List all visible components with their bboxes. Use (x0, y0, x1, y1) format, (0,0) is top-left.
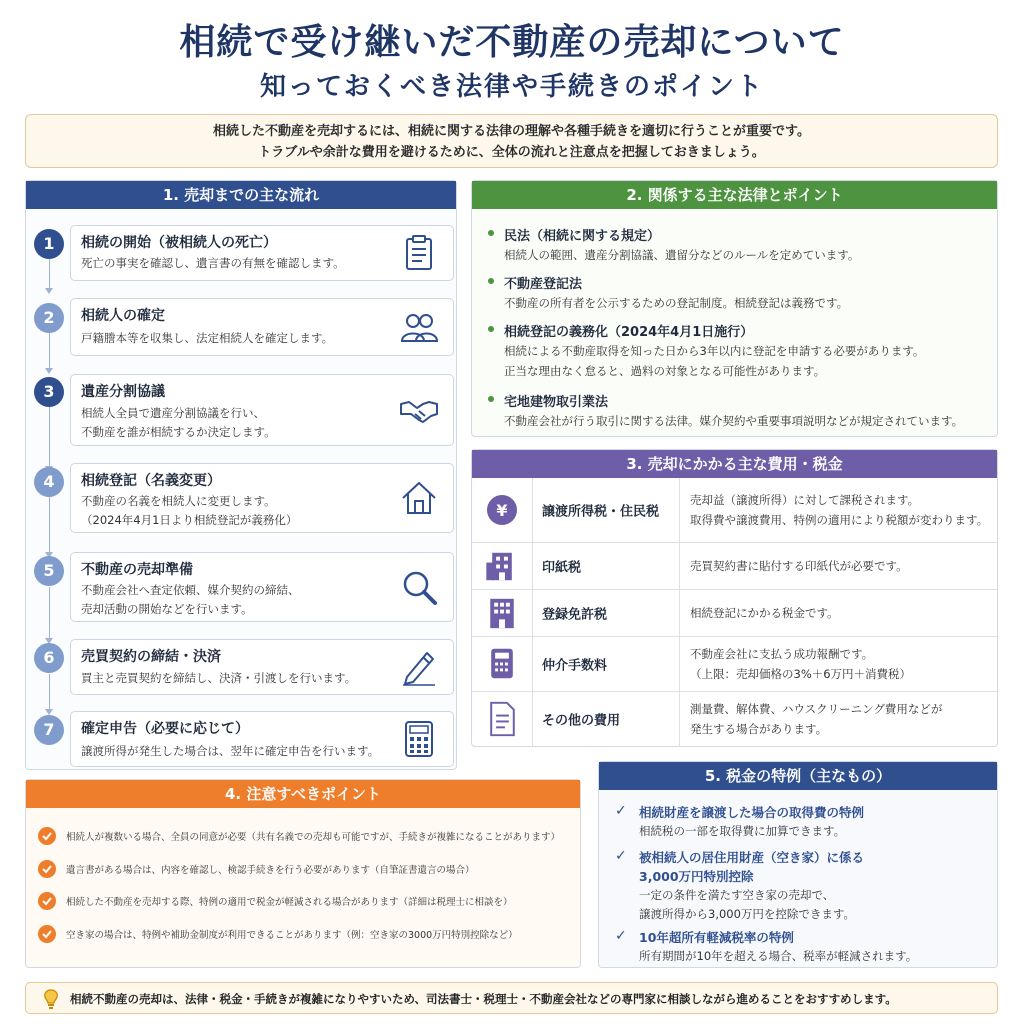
step-title: 確定申告（必要に応じて） (81, 721, 249, 737)
checkmark-icon: ✓ (615, 928, 627, 944)
intro-line: 相続した不動産を売却するには、相続に関する法律の理解や各種手続きを適切に行うことが重要です。 (213, 124, 810, 139)
step-title: 相続登記（名義変更） (81, 473, 221, 489)
law-title: 相続登記の義務化（2024年4月1日施行） (504, 325, 754, 340)
connector-line (49, 333, 50, 369)
page-title: 相続で受け継いだ不動産の売却について (179, 21, 845, 63)
tax-exception-section (598, 761, 998, 968)
flow-step (70, 463, 454, 533)
step-desc: 相続人全員で遺産分割協議を行い、 (81, 406, 265, 420)
connector-line (49, 497, 50, 553)
cost-name: 印紙税 (542, 560, 582, 576)
flow-step (70, 552, 454, 622)
flow-section (25, 180, 457, 770)
cost-desc (690, 490, 988, 530)
step-desc: 売却活動の開始などを行います。 (81, 602, 253, 616)
lightbulb-icon (40, 988, 62, 1010)
section-heading: 1. 売却までの主な流れ (26, 181, 456, 209)
yen-icon (472, 478, 532, 542)
connector-line (49, 407, 50, 467)
house-icon (399, 478, 439, 518)
flow-step (70, 225, 454, 281)
step-desc: （2024年4月1日より相続登記が義務化） (81, 513, 298, 527)
section-heading: 3. 売却にかかる主な費用・税金 (472, 450, 997, 478)
handshake-icon (399, 390, 439, 430)
building-icon (472, 543, 532, 589)
people-icon (399, 307, 439, 347)
connector-line (49, 674, 50, 710)
step-number: 1 (34, 229, 64, 259)
cost-row (472, 542, 997, 589)
document-icon (472, 692, 532, 746)
svg-text:¥: ¥ (496, 501, 508, 520)
flow-step (70, 298, 454, 356)
caution-text: 空き家の場合は、特例や補助金制度が利用できることがあります（例：空き家の3000万円特別控除など） (66, 930, 518, 941)
cost-name: 登録免許税 (542, 607, 608, 623)
exception-desc: 所有期間が10年を超える場合、税率が軽減されます。 (639, 949, 918, 963)
cost-desc: 相続登記にかかる税金です。 (690, 606, 839, 620)
check-icon (38, 892, 56, 910)
checkmark-icon: ✓ (615, 848, 627, 864)
checkmark-icon: ✓ (615, 803, 627, 819)
cost-row (472, 589, 997, 636)
step-desc: 不動産会社へ査定依頼、媒介契約の締結、 (81, 583, 300, 597)
cost-name: 譲渡所得税・住民税 (542, 504, 660, 520)
bullet-dot (488, 278, 494, 284)
flow-step (70, 711, 454, 767)
intro-line: トラブルや余計な費用を避けるために、全体の流れと注意点を把握しておきましょう。 (258, 145, 765, 160)
law-title: 民法（相続に関する規定） (504, 229, 661, 244)
step-desc: 死亡の事実を確認し、遺言書の有無を確認します。 (81, 256, 345, 270)
exception-desc: 譲渡所得から3,000万円を控除できます。 (639, 907, 856, 921)
flow-step (70, 374, 454, 446)
law-title: 宅地建物取引業法 (504, 395, 609, 410)
exception-title: 相続財産を譲渡した場合の取得費の特例 (639, 805, 865, 820)
cost-desc-line: （上限：売却価格の3%＋6万円＋消費税） (690, 667, 912, 681)
law-title: 不動産登記法 (504, 277, 583, 292)
cost-desc-line: 測量費、解体費、ハウスクリーニング費用などが (690, 702, 943, 716)
step-number: 2 (34, 303, 64, 333)
bullet-dot (488, 326, 494, 332)
step-number: 7 (34, 715, 64, 745)
step-title: 遺産分割協議 (81, 384, 165, 400)
exception-title: 10年超所有軽減税率の特例 (639, 930, 794, 945)
cost-desc-line: 売却益（譲渡所得）に対して課税されます。 (690, 493, 920, 507)
check-icon (38, 827, 56, 845)
law-desc: 正当な理由なく怠ると、過料の対象となる可能性があります。 (504, 364, 826, 378)
step-desc: 戸籍謄本等を収集し、法定相続人を確定します。 (81, 331, 334, 345)
law-desc: 相続人の範囲、遺産分割協議、遺留分などのルールを定めています。 (504, 248, 860, 262)
caution-section (25, 779, 581, 968)
calculator-icon (399, 719, 439, 759)
cost-desc-line: 不動産会社に支払う成功報酬です。 (690, 647, 874, 661)
exception-title: 被相続人の居住用財産（空き家）に係る (639, 850, 865, 865)
cost-desc: 売買契約書に貼付する印紙代が必要です。 (690, 559, 908, 573)
step-number: 6 (34, 643, 64, 673)
cost-name: その他の費用 (542, 713, 621, 729)
law-desc: 不動産の所有者を公示するための登記制度。相続登記は義務です。 (504, 296, 849, 310)
bullet-dot (488, 396, 494, 402)
clipboard-icon (399, 233, 439, 273)
step-number: 5 (34, 556, 64, 586)
cost-row (472, 636, 997, 691)
law-desc: 不動産会社が行う取引に関する法律。媒介契約や重要事項説明などが規定されています。 (504, 414, 964, 428)
step-number: 4 (34, 467, 64, 497)
caution-text: 相続人が複数いる場合、全員の同意が必要（共有名義での売却も可能ですが、手続きが複雑になることがあります） (66, 832, 561, 843)
section-heading: 5. 税金の特例（主なもの） (599, 762, 997, 790)
caution-text: 遺言書がある場合は、内容を確認し、検認手続きを行う必要があります（自筆証書遺言の場合） (66, 865, 475, 876)
cost-row (472, 691, 997, 746)
section-heading: 4. 注意すべきポイント (26, 780, 580, 808)
exception-desc: 一定の条件を満たす空き家の売却で、 (639, 888, 835, 902)
flow-step (70, 639, 454, 695)
office-icon (472, 590, 532, 636)
step-number: 3 (34, 377, 64, 407)
cost-name: 仲介手数料 (542, 658, 608, 674)
exception-desc: 相続税の一部を取得費に加算できます。 (639, 824, 846, 838)
step-title: 相続人の確定 (81, 308, 165, 324)
magnifier-icon (399, 567, 439, 607)
cost-desc (690, 699, 942, 739)
step-desc: 譲渡所得が発生した場合は、翌年に確定申告を行います。 (81, 744, 380, 758)
connector-line (49, 587, 50, 639)
section-heading: 2. 関係する主な法律とポイント (472, 181, 997, 209)
exception-title: 3,000万円特別控除 (639, 869, 754, 884)
step-title: 不動産の売却準備 (81, 562, 193, 578)
laws-section (471, 180, 998, 437)
bullet-dot (488, 230, 494, 236)
advice-footer (25, 982, 998, 1014)
check-icon (38, 925, 56, 943)
advice-text: 相続不動産の売却は、法律・税金・手続きが複雑になりやすいため、司法書士・税理士・不動産会社などの専門家に相談しながら進めることをおすすめします。 (70, 992, 897, 1006)
calculator-icon (472, 637, 532, 691)
costs-section (471, 449, 998, 747)
law-desc: 相続による不動産取得を知った日から3年以内に登記を申請する必要があります。 (504, 344, 925, 358)
step-title: 相続の開始（被相続人の死亡） (81, 235, 277, 251)
connector-arrow (45, 368, 53, 374)
step-desc: 買主と売買契約を締結し、決済・引渡しを行います。 (81, 671, 357, 685)
cost-desc (690, 644, 911, 684)
check-icon (38, 860, 56, 878)
intro-box (25, 114, 998, 168)
step-desc: 不動産を誰が相続するか決定します。 (81, 425, 276, 439)
step-title: 売買契約の締結・決済 (81, 649, 221, 665)
page-subtitle: 知っておくべき法律や手続きのポイント (259, 72, 764, 102)
connector-line (49, 257, 50, 289)
caution-text: 相続した不動産を売却する際、特例の適用で税金が軽減される場合があります（詳細は税理士に相談を） (66, 897, 513, 908)
cost-desc-line: 発生する場合があります。 (690, 722, 828, 736)
cost-row (472, 478, 997, 542)
step-desc: 不動産の名義を相続人に変更します。 (81, 494, 276, 508)
connector-arrow (45, 288, 53, 294)
cost-desc-line: 取得費や譲渡費用、特例の適用により税額が変わります。 (690, 513, 989, 527)
pen-icon (399, 647, 439, 687)
